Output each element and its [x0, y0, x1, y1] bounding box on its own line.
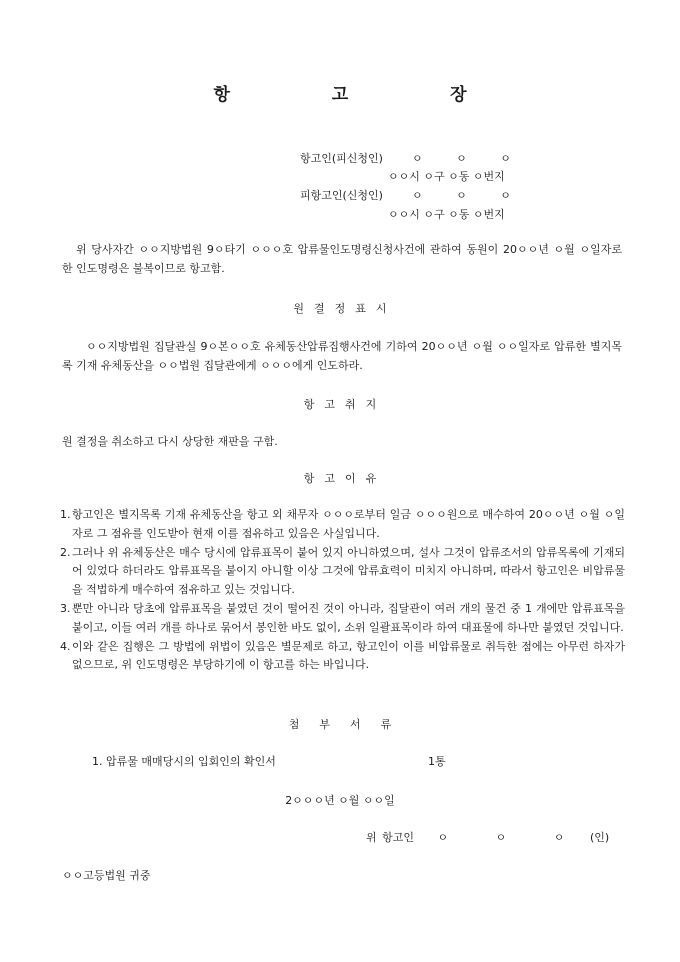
reason-number: 3. — [60, 601, 71, 615]
reason-item — [60, 506, 625, 544]
reason-number: 1. — [60, 508, 71, 521]
reason-text: 뿐만 아니라 당초에 압류표목을 붙였던 것이 떨어진 것이 아니라, 집달관이 여러 개의 물건 중 1 개에만 압류표목을 붙이고, 이들 여러 개를 하나로 묶어서 봉인한 바도 없이, 소위 일괄표목이라 하여 대표물에 하나만 붙였던 것입니다. — [72, 601, 625, 634]
signature-line — [366, 829, 609, 845]
appellee-name: ㅇ ㅇ ㅇ — [412, 189, 511, 202]
signature-label: 위 항고인 — [366, 831, 415, 844]
signature-name-char: ㅇ — [553, 831, 565, 844]
appellant-address: ㅇㅇ시 ㅇ구 ㅇ동 ㅇ번지 — [388, 170, 505, 183]
attachment-count: 1통 — [428, 755, 446, 768]
purpose-text: 원 결정을 취소하고 다시 상당한 재판을 구함. — [62, 435, 278, 448]
appellant-label: 항고인(피신청인) — [300, 152, 383, 165]
document-title: 항 고 장 — [213, 85, 515, 105]
reason-number: 2. — [60, 545, 71, 559]
attachment-item: 1. 압류물 매매당시의 입회인의 확인서 — [92, 755, 276, 768]
intro-paragraph: 위 당사자간 ㅇㅇ지방법원 9ㅇ타기 ㅇㅇㅇ호 압류물인도명령신청사건에 관하여 동원이 20ㅇㅇ년 ㅇ월 ㅇ일자로 한 인도명령은 불복이므로 항고함. — [62, 243, 622, 275]
filing-date: 2ㅇㅇㅇ년 ㅇ월 ㅇㅇ일 — [285, 794, 395, 807]
reasons-heading: 항고이유 — [303, 472, 387, 485]
original-decision-text: ㅇㅇ지방법원 집달관실 9ㅇ본ㅇㅇ호 유체동산압류집행사건에 기하여 20ㅇㅇ년 ㅇ월 ㅇㅇ일자로 압류한 별지목록 기재 유체동산을 ㅇㅇ법원 집달관에게 ㅇㅇㅇ에게 인도하라. — [62, 340, 622, 372]
reason-text: 그러나 위 유체동산은 매수 당시에 압류표목이 붙어 있지 아니하였으며, 설사 그것이 압류조서의 압류목록에 기재되어 있었다 하더라도 압류표목을 붙이지 아니할 이상 그것에 압류효력이 미치지 아니하며, 따라서 항고인은 비압류물을 적법하게 매수하여 점유하고 있는 것입니다. — [72, 545, 625, 597]
original-decision-heading: 원결정표시 — [293, 302, 397, 315]
attachments-heading: 첨부서류 — [288, 718, 412, 731]
reason-item — [60, 638, 625, 676]
appellee-label: 피항고인(신청인) — [300, 189, 383, 202]
seal-mark: (인) — [589, 831, 610, 844]
reason-item — [60, 600, 625, 638]
reason-text: 이와 같은 집행은 그 방법에 위법이 있음은 별문제로 하고, 항고인이 이를 비압류물로 취득한 점에는 아무런 하자가 없으므로, 위 인도명령은 부당하기에 이 항고를 하는 바입니다. — [72, 639, 625, 672]
court-addressee: ㅇㅇ고등법원 귀중 — [62, 869, 151, 882]
reason-item — [60, 544, 625, 600]
purpose-heading: 항고취지 — [303, 398, 387, 411]
appellee-address: ㅇㅇ시 ㅇ구 ㅇ동 ㅇ번지 — [388, 208, 505, 221]
signature-name-char: ㅇ — [437, 831, 449, 844]
reason-number: 4. — [60, 639, 71, 653]
appellant-name: ㅇ ㅇ ㅇ — [412, 152, 511, 165]
reason-text: 항고인은 별지목록 기재 유체동산을 항고 외 채무자 ㅇㅇㅇ로부터 일금 ㅇㅇㅇ원으로 매수하여 20ㅇㅇ년 ㅇ월 ㅇ일자로 그 점유를 인도받아 현재 이를 점유하고 있음은 사실입니다. — [72, 508, 625, 540]
reasons-list — [60, 506, 625, 675]
signature-name-char: ㅇ — [495, 831, 507, 844]
